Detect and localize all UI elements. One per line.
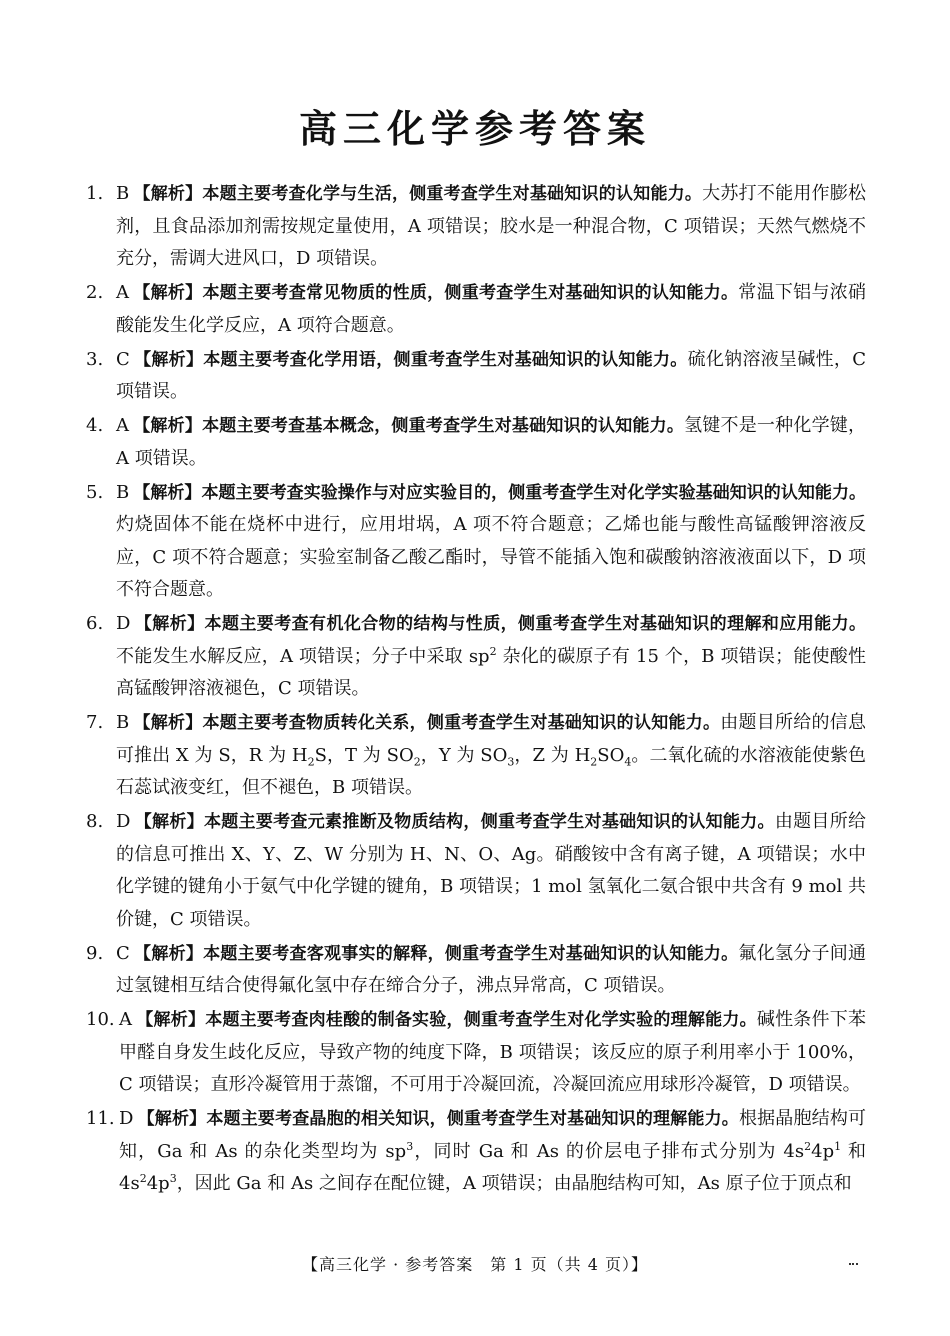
analysis-topic: 本题主要考查实验操作与对应实验目的，侧重考查学生对化学实验基础知识的认知能力。 [201, 482, 867, 503]
analysis-text: 和 4s [119, 1140, 866, 1194]
superscript: 1 [834, 1139, 842, 1153]
subscript: 2 [307, 755, 315, 769]
analysis-text: 氟化氢分子间通过氢键相互结合使得氟化氢中存在缔合分子，沸点异常高，C 项错误。 [116, 942, 867, 996]
answer-item-5 [86, 477, 866, 607]
analysis-text: 硫化钠溶液呈碱性，C 项错误。 [116, 348, 866, 402]
answer-letter: D [116, 613, 131, 634]
analysis-text: 氢键不是一种化学键，A 项错误。 [116, 415, 867, 469]
analysis-tag: 【解析】 [133, 184, 203, 204]
analysis-text: 常温下铝与浓硝酸能发生化学反应，A 项符合题意。 [116, 282, 867, 336]
analysis-topic: 本题主要考查肉桂酸的制备实验，侧重考查学生对化学实验的理解能力。 [205, 1010, 757, 1030]
answer-item-4 [86, 410, 866, 475]
question-number: 11. [86, 1108, 115, 1129]
analysis-text: ，因此 Ga 和 As 之间存在配位键，A 项错误；由晶胞结构可知，As 原子位于顶点和 [176, 1173, 852, 1194]
question-number: 6. [86, 613, 104, 634]
analysis-tag: 【解析】 [133, 482, 202, 503]
answer-item-7 [86, 707, 866, 805]
analysis-text: 4p [811, 1140, 835, 1162]
question-number: 4. [86, 415, 104, 436]
answer-item-1 [86, 178, 866, 276]
question-number: 3. [86, 348, 104, 370]
answer-letter: D [119, 1108, 134, 1129]
answer-letter: C [116, 942, 130, 964]
analysis-text: 根据晶胞结构可知，Ga 和 As 的杂化类型均为 sp [119, 1108, 867, 1162]
analysis-topic: 本题主要考查常见物质的性质，侧重考查学生对基础知识的认知能力。 [202, 283, 739, 303]
answer-item-9 [86, 938, 866, 1003]
analysis-text: 由题目所给的信息可推出 X、Y、Z、W 分别为 H、N、O、Ag。硝酸铵中含有离子键，A 项错误；水中化学键的键角小于氨气中化学键的键角，B 项错误；1 mol 氢氧化二氨合银中共含有 9 mol 共价键，C 项错误。 [116, 811, 867, 930]
superscript: 2 [804, 1139, 812, 1153]
subscript: 4 [624, 755, 632, 769]
analysis-text: 。二氧化硫的水溶液能使紫色石蕊试液变红，但不褪色，B 项错误。 [116, 744, 866, 798]
analysis-text: 由题目所给的信息可推出 X 为 S，R 为 H [116, 712, 867, 766]
superscript: 3 [406, 1139, 414, 1153]
page-title: 高三化学参考答案 [298, 107, 651, 151]
analysis-text: 不能发生水解反应，A 项错误；分子中采取 sp [116, 645, 490, 667]
question-number: 7. [86, 712, 104, 733]
analysis-text: 杂化的碳原子有 15 个，B 项错误；能使酸性高锰酸钾溶液褪色，C 项错误。 [116, 645, 866, 699]
answer-item-8 [86, 806, 866, 936]
analysis-tag: 【解析】 [134, 614, 205, 634]
corner-mark [849, 1260, 858, 1265]
question-number: 2. [86, 282, 104, 303]
analysis-topic: 本题主要考查化学与生活，侧重考查学生对基础知识的认知能力。 [202, 184, 703, 204]
analysis-tag: 【解析】 [133, 943, 204, 964]
superscript: 3 [169, 1172, 177, 1185]
answer-letter: D [116, 811, 131, 832]
answer-item-10 [86, 1004, 866, 1102]
analysis-text: ，同时 Ga 和 As 的价层电子排布式分别为 4s [413, 1140, 805, 1162]
analysis-tag: 【解析】 [136, 1010, 206, 1030]
superscript: 2 [139, 1172, 147, 1185]
answer-item-3 [86, 344, 866, 409]
answer-item-2 [86, 277, 866, 342]
answer-letter: A [116, 282, 129, 303]
question-number: 5. [86, 481, 104, 503]
question-number: 9. [86, 942, 104, 964]
answer-item-6 [86, 608, 866, 706]
answer-letter: B [116, 481, 130, 503]
subscript: 3 [507, 755, 515, 769]
analysis-text: ，Y 为 SO [420, 744, 508, 766]
question-number: 1. [86, 183, 104, 204]
answer-letter: A [119, 1009, 132, 1030]
analysis-text: 碱性条件下苯甲醛自身发生歧化反应，导致产物的纯度下降，B 项错误；该反应的原子利用率小于 100%，C 项错误；直形冷凝管用于蒸馏，不可用于冷凝回流，冷凝回流应用球形冷凝管，D 项错误。 [119, 1009, 867, 1095]
analysis-topic: 本题主要考查元素推断及物质结构，侧重考查学生对基础知识的认知能力。 [203, 812, 775, 832]
analysis-text: ，Z 为 H [514, 744, 591, 766]
superscript: 2 [489, 644, 497, 658]
analysis-topic: 本题主要考查客观事实的解释，侧重考查学生对基础知识的认知能力。 [203, 943, 739, 964]
analysis-tag: 【解析】 [133, 713, 203, 733]
answer-letter: B [116, 183, 130, 204]
answer-letter: C [116, 348, 130, 370]
analysis-text: S，T 为 SO [314, 744, 414, 766]
answer-letter: B [116, 712, 130, 733]
page-footer: 【高三化学 · 参考答案 第 1 页（共 4 页）】 [302, 1255, 648, 1274]
question-number: 8. [86, 811, 104, 832]
analysis-tag: 【解析】 [133, 349, 204, 370]
analysis-tag: 【解析】 [137, 1109, 207, 1129]
subscript: 2 [413, 755, 421, 769]
analysis-text: SO [597, 744, 625, 766]
analysis-topic: 本题主要考查物质转化关系，侧重考查学生对基础知识的认知能力。 [202, 713, 721, 733]
analysis-text: 大苏打不能用作膨松剂，且食品添加剂需按规定量使用，A 项错误；胶水是一种混合物，C 项错误；天然气燃烧不充分，需调大进风口，D 项错误。 [116, 183, 867, 269]
analysis-topic: 本题主要考查化学用语，侧重考查学生对基础知识的认知能力。 [203, 349, 688, 370]
answer-list [86, 178, 866, 1202]
answer-item-11 [86, 1103, 866, 1201]
subscript: 2 [590, 755, 598, 769]
question-number: 10. [86, 1009, 115, 1030]
analysis-topic: 本题主要考查基本概念，侧重考查学生对基础知识的认知能力。 [202, 416, 685, 436]
analysis-tag: 【解析】 [133, 416, 203, 436]
analysis-tag: 【解析】 [133, 283, 203, 303]
analysis-text: 4p [146, 1173, 170, 1194]
analysis-text: 灼烧固体不能在烧杯中进行，应用坩埚，A 项不符合题意；乙烯也能与酸性高锰酸钾溶液反应，C 项不符合题意；实验室制备乙酸乙酯时，导管不能插入饱和碳酸钠溶液液面以下，D 项不符合题意。 [116, 514, 866, 600]
analysis-topic: 本题主要考查有机化合物的结构与性质，侧重考查学生对基础知识的理解和应用能力。 [204, 614, 867, 634]
analysis-topic: 本题主要考查晶胞的相关知识，侧重考查学生对基础知识的理解能力。 [206, 1109, 739, 1129]
answer-letter: A [116, 415, 129, 436]
analysis-tag: 【解析】 [134, 812, 204, 832]
